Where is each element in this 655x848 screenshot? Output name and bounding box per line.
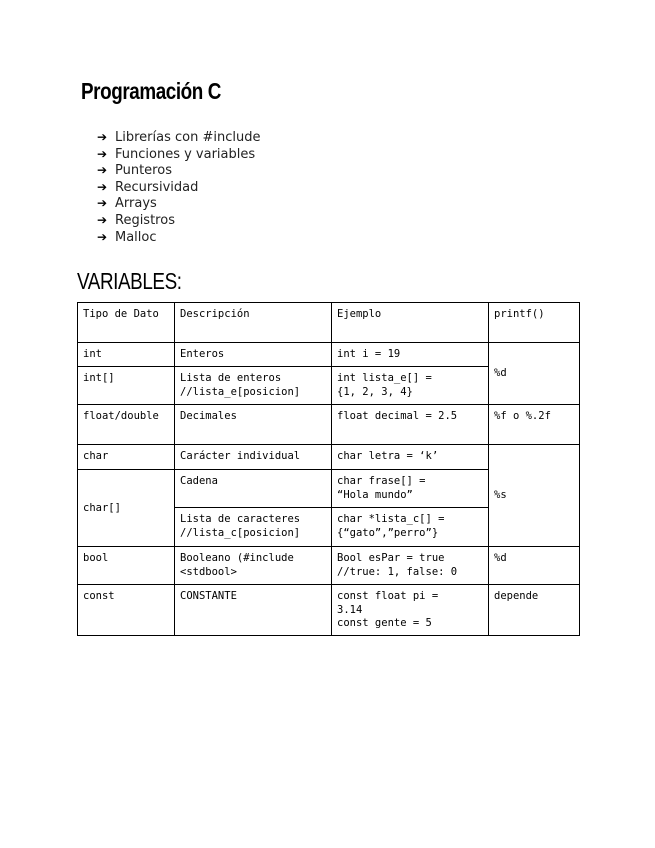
table-cell: Carácter individual <box>175 445 332 470</box>
table-cell: CONSTANTE <box>175 585 332 636</box>
table-cell: int lista_e[] = {1, 2, 3, 4} <box>332 367 489 405</box>
table-row <box>78 343 580 367</box>
arrow-right-icon: ➔ <box>97 146 108 161</box>
arrow-right-icon: ➔ <box>97 163 108 178</box>
header-cell: printf() <box>489 303 580 343</box>
arrow-right-icon: ➔ <box>97 179 108 194</box>
list-item <box>97 162 260 179</box>
header-cell: Tipo de Dato <box>78 303 175 343</box>
list-item-label: Registros <box>115 212 175 228</box>
list-item <box>97 129 260 146</box>
table-cell: char <box>78 445 175 470</box>
table-row <box>78 405 580 445</box>
list-item-label: Malloc <box>115 229 157 245</box>
table-cell: char *lista_c[] = {“gato”,”perro”} <box>332 508 489 547</box>
arrow-right-icon: ➔ <box>97 229 108 244</box>
table-cell: depende <box>489 585 580 636</box>
list-item-label: Funciones y variables <box>115 146 256 162</box>
list-item-label: Punteros <box>115 163 172 179</box>
table-cell: %s <box>489 445 580 547</box>
list-item <box>97 229 260 246</box>
arrow-right-icon: ➔ <box>97 212 108 227</box>
section-title: VARIABLES: <box>77 268 182 294</box>
table-cell: float decimal = 2.5 <box>332 405 489 445</box>
table-cell: %d <box>489 547 580 585</box>
table-cell: char letra = ‘k’ <box>332 445 489 470</box>
page-title: Programación C <box>81 78 221 104</box>
arrow-right-icon: ➔ <box>97 130 108 144</box>
table-cell: char[] <box>78 470 175 547</box>
table-cell: int i = 19 <box>332 343 489 367</box>
table-cell: Cadena <box>175 470 332 508</box>
table-cell: Bool esPar = true //true: 1, false: 0 <box>332 547 489 585</box>
table-cell: Booleano (#include <stdbool> <box>175 547 332 585</box>
list-item-label: Arrays <box>115 196 157 212</box>
table-cell: bool <box>78 547 175 585</box>
table-cell: const <box>78 585 175 636</box>
list-item-label: Recursividad <box>115 179 199 195</box>
table-cell: Lista de caracteres //lista_c[posicion] <box>175 508 332 547</box>
table-row <box>78 547 580 585</box>
table-row <box>78 445 580 470</box>
table-cell: %d <box>489 343 580 405</box>
table-cell: char frase[] = “Hola mundo” <box>332 470 489 508</box>
table-header-row <box>78 303 580 343</box>
table-cell: Lista de enteros //lista_e[posicion] <box>175 367 332 405</box>
list-item <box>97 195 260 212</box>
table-cell: int[] <box>78 367 175 405</box>
arrow-right-icon: ➔ <box>97 196 108 211</box>
list-item-label: Librerías con #include <box>115 130 261 145</box>
topics-list <box>97 129 260 245</box>
table-cell: %f o %.2f <box>489 405 580 445</box>
table-row <box>78 585 580 636</box>
table-cell: Decimales <box>175 405 332 445</box>
table-cell: Enteros <box>175 343 332 367</box>
list-item <box>97 146 260 163</box>
table-cell: float/double <box>78 405 175 445</box>
list-item <box>97 212 260 229</box>
list-item <box>97 179 260 196</box>
variables-table <box>77 302 580 636</box>
table-cell: const float pi = 3.14 const gente = 5 <box>332 585 489 636</box>
header-cell: Ejemplo <box>332 303 489 343</box>
table-cell: int <box>78 343 175 367</box>
header-cell: Descripción <box>175 303 332 343</box>
